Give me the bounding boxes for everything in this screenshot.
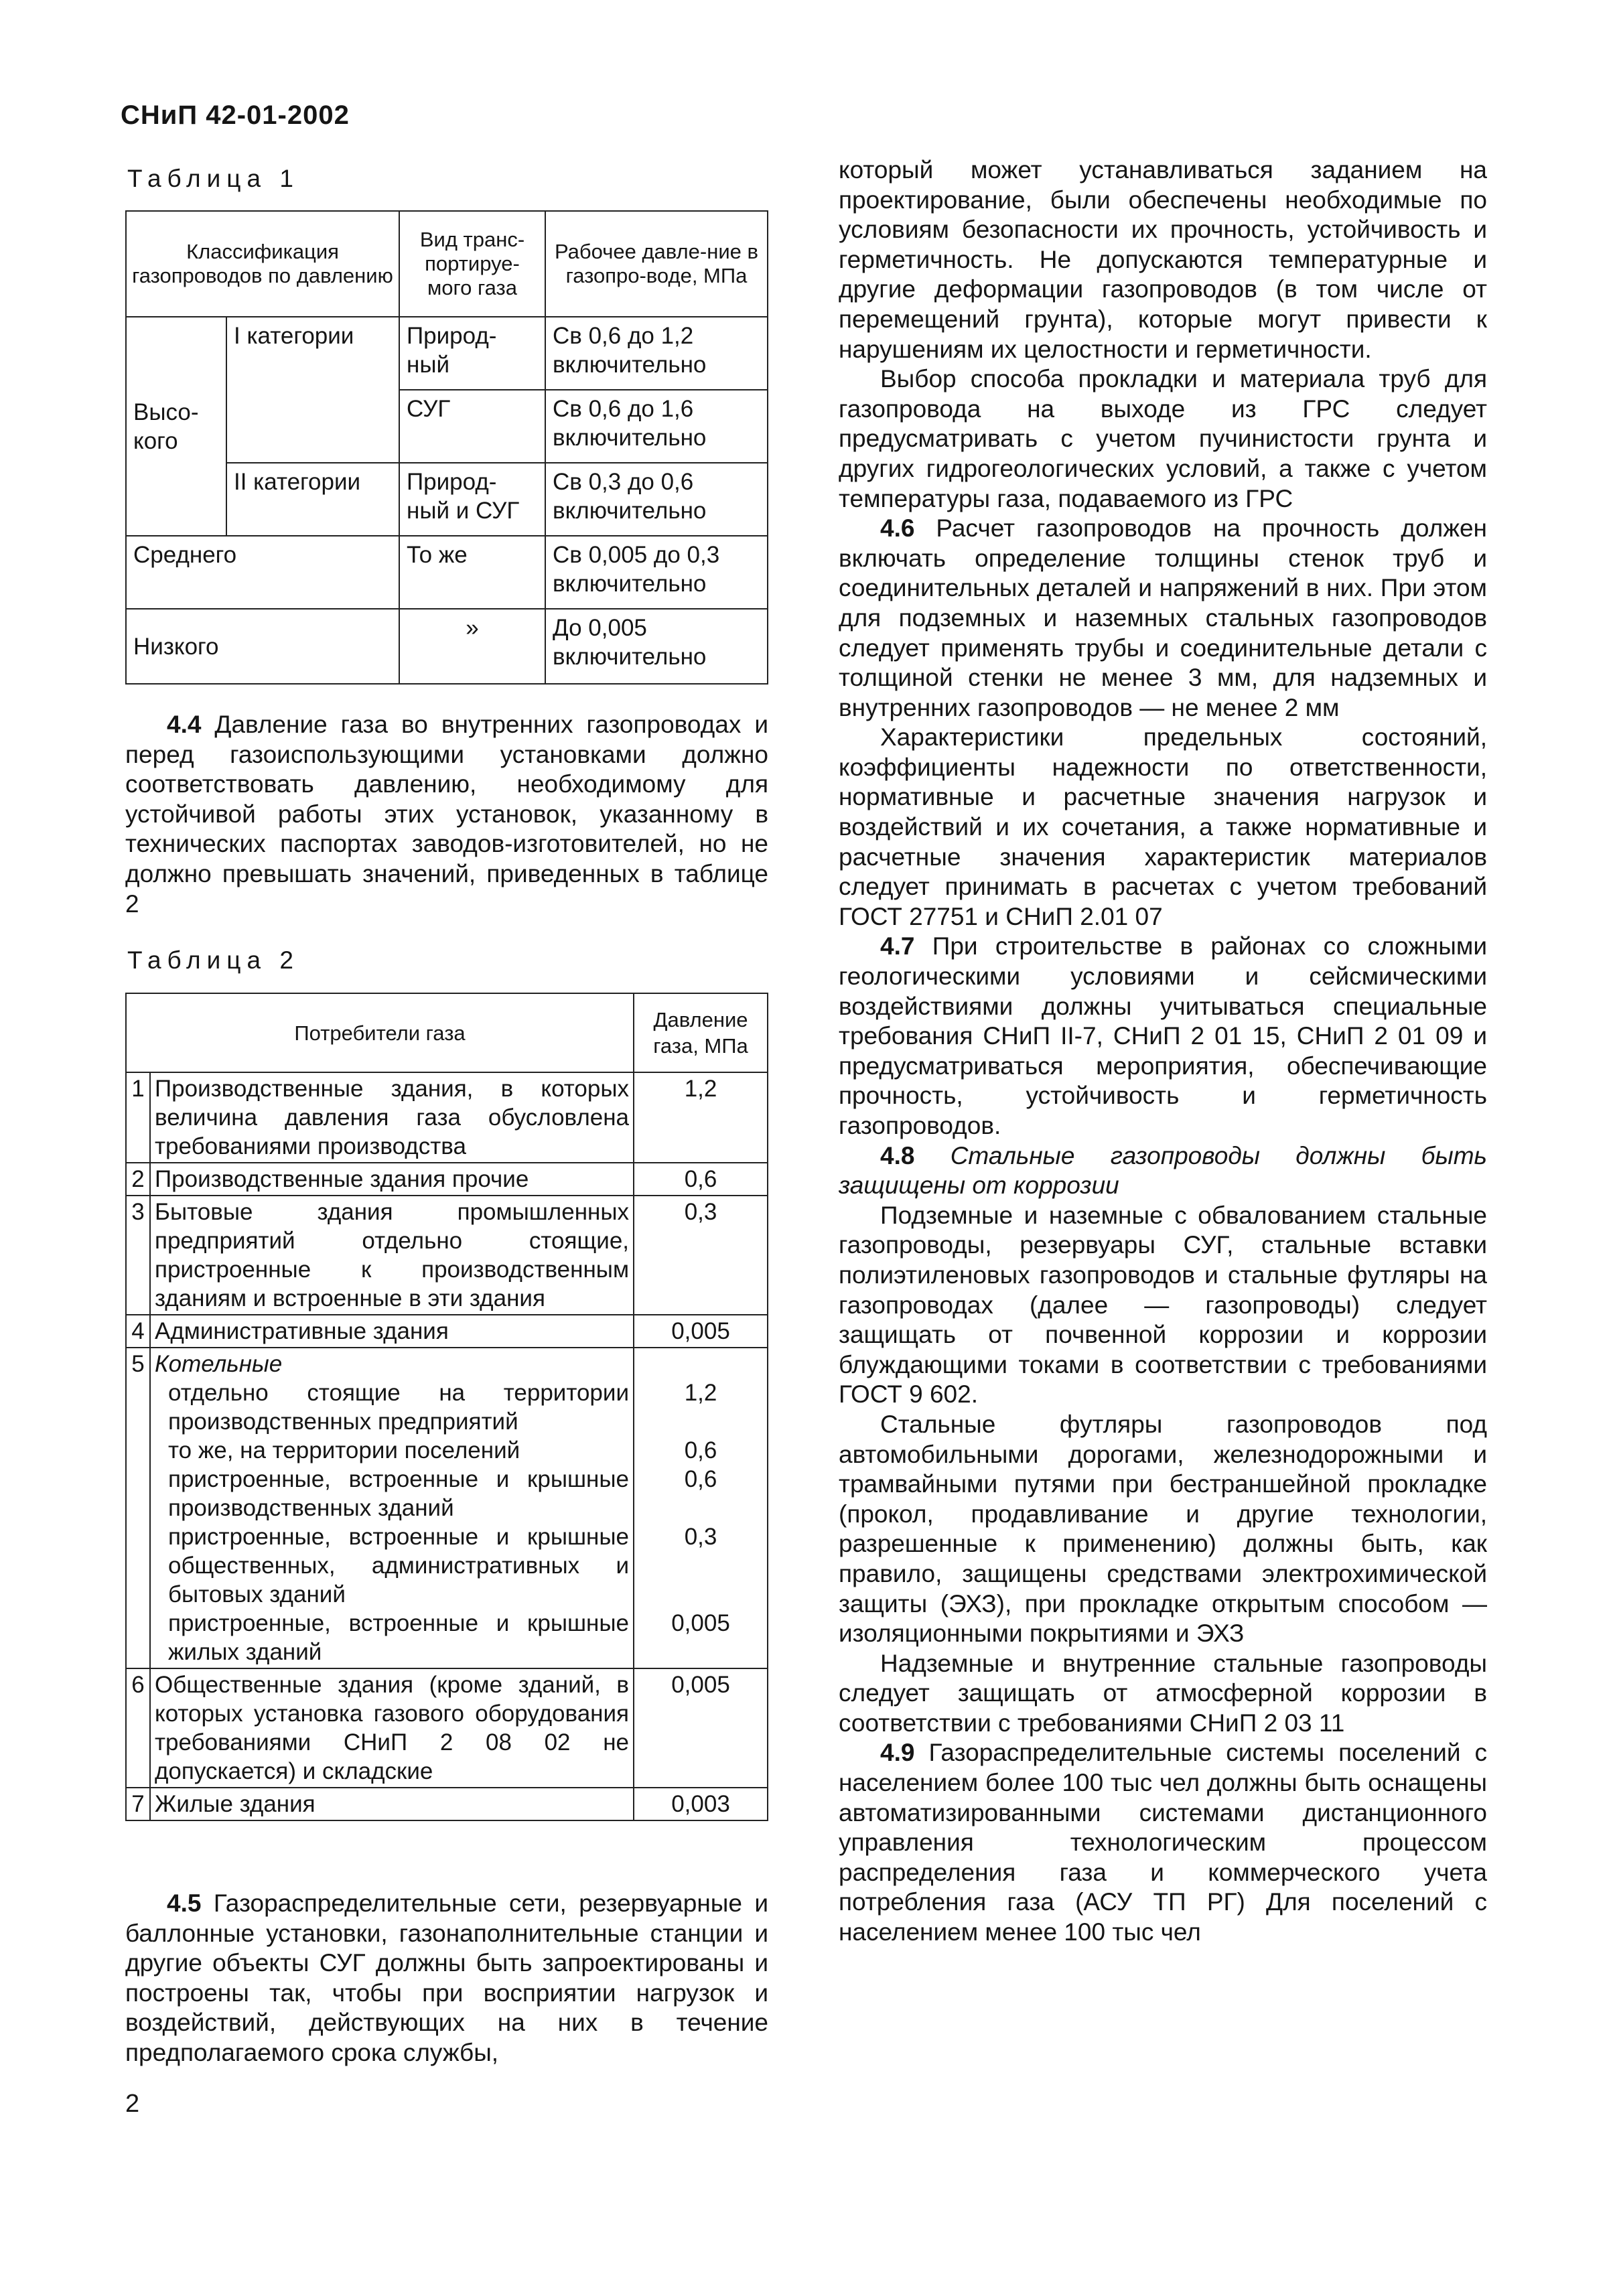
table1-low-pressure: До 0,005 включительно: [545, 609, 768, 684]
paragraph-4-9-text: Газораспределительные системы поселений с населением более 100 тыс чел должны быть оснащены автоматизированными системами дистанционного управления технологическим процессом распределения газа и коммерческого учета потребления газа (АСУ ТП РГ) Для поселений с населением менее 100 тыс чел: [839, 1739, 1487, 1946]
table-row: [126, 1072, 768, 1163]
boilers-sub-value: 1,2: [684, 1380, 717, 1406]
table-row: [126, 1788, 768, 1820]
table2-header-consumers: Потребители газа: [126, 993, 634, 1072]
row-pressure: 1,2: [634, 1072, 768, 1163]
table2-caption: Таблица 2: [127, 946, 299, 974]
paragraph-casings: Стальные футляры газопроводов под автомобильными дорогами, железнодорожными и трамвайными путями при бестраншейной прокладке (прокол, продавливание и другие технологии, разрешенные к применению) должны быть, как правило, защищены средствами электрохимической защиты (ЭХЗ), при прокладке открытым способом — изоляционными покрытиями и ЭХЗ: [839, 1410, 1487, 1648]
boilers-sub-item: пристроенные, встроенные и крышные производственных зданий: [168, 1466, 630, 1521]
paragraph-4-4-text: Давление газа во внутренних газопроводах и перед газоиспользующими установками должно соответствовать давлению, необходимому для устойчивой работы этих установок, указанному в технических паспортах заводов-изготовителей, но не должно превышать значений, приведенных в таблице 2: [125, 711, 768, 918]
table1-header-gas-type: Вид транс-портируе-мого газа: [399, 211, 545, 317]
boilers-sub-item: пристроенные, встроенные и крышные общественных, административных и бытовых зданий: [168, 1524, 630, 1607]
paragraph-4-8-number: 4.8: [880, 1141, 915, 1169]
table1-cat1-natural-pressure: Св 0,6 до 1,2 включительно: [545, 317, 768, 390]
paragraph-4-9: [839, 1738, 1487, 1947]
boilers-values: [634, 1348, 768, 1668]
boilers-sub-item: пристроенные, встроенные и крышные жилых зданий: [168, 1610, 630, 1665]
table1-cat1-lpg-pressure: Св 0,6 до 1,6 включительно: [545, 390, 768, 463]
table-row: [126, 1668, 768, 1788]
row-consumer: Бытовые здания промышленных предприятий отдельно стоящие, пристроенные к производственным зданиям и встроенные в эти здания: [150, 1196, 634, 1315]
table1-low-gas: »: [399, 609, 545, 684]
table1-caption: Таблица 1: [127, 165, 299, 192]
paragraph-4-6-number: 4.6: [880, 514, 915, 543]
table1-pressure-classification: [125, 210, 768, 685]
paragraph-continuation: который может устанавливаться заданием на проектирование, были обеспечены необходимые по условиям безопасности их прочность, устойчивость и герметичность. Не допускаются температурные и другие деформации газопроводов (в том числе от перемещений грунта), которые могут привести к нарушениям их целостности и герметичности.: [839, 156, 1487, 363]
boilers-sub-item: то же, на территории поселений: [168, 1437, 520, 1463]
row-consumer: Административные здания: [150, 1315, 634, 1348]
row-consumer: Производственные здания прочие: [150, 1163, 634, 1196]
paragraph-atmospheric: Надземные и внутренние стальные газопроводы следует защищать от атмосферной коррозии в соответствии с требованиями СНиП 2 03 11: [839, 1649, 1487, 1737]
row-number: 3: [126, 1196, 150, 1315]
paragraph-4-6: [839, 514, 1487, 723]
paragraph-4-4-number: 4.4: [167, 711, 202, 738]
paragraph-4-8: [839, 1141, 1487, 1201]
row-number: 2: [126, 1163, 150, 1196]
row-number: 4: [126, 1315, 150, 1348]
paragraph-underground-protection: Подземные и наземные с обвалованием стальные газопроводы, резервуары СУГ, стальные вставки полиэтиленовых газопроводов и стальные футляры на газопроводах (далее — газопроводы) следует защищать от почвенной коррозии и коррозии блуждающими токами в соответствии с требованиями ГОСТ 9 602.: [839, 1201, 1487, 1409]
table-row: [126, 1315, 768, 1348]
row-pressure: 0,6: [634, 1163, 768, 1196]
boilers-sub-item: отдельно стоящие на территории производственных предприятий: [168, 1380, 630, 1435]
paragraph-4-9-number: 4.9: [880, 1739, 915, 1767]
row-number: 1: [126, 1072, 150, 1163]
boilers-cell: [150, 1348, 634, 1668]
table1-cat2-label: II категории: [226, 463, 399, 536]
boilers-sub-value: 0,005: [671, 1610, 730, 1636]
table1-cat1-natural-gas: Природ-ный: [399, 317, 545, 390]
boilers-sub-value: 0,3: [684, 1524, 717, 1550]
table1-medium-pressure: Св 0,005 до 0,3 включительно: [545, 536, 768, 609]
table-row-boilers: [126, 1348, 768, 1668]
paragraph-4-7: [839, 932, 1487, 1141]
boilers-title: Котельные: [155, 1351, 283, 1377]
table2-header-pressure: Давление газа, МПа: [634, 993, 768, 1072]
boilers-sub-value: 0,6: [684, 1437, 717, 1463]
paragraph-4-4: [125, 710, 768, 919]
row-pressure: 0,3: [634, 1196, 768, 1315]
table1-medium-gas: То же: [399, 536, 545, 609]
paragraph-limit-states: Характеристики предельных состояний, коэффициенты надежности по ответственности, нормативные и расчетные значения нагрузок и воздействий и их сочетания, а также нормативные и расчетные значения характеристик материалов следует принимать в расчетах с учетом требований ГОСТ 27751 и СНиП 2.01 07: [839, 723, 1487, 930]
table-row: [126, 1163, 768, 1196]
paragraph-4-5-number: 4.5: [167, 1889, 202, 1917]
table1-cat1-label: I категории: [226, 317, 399, 463]
table-row: [126, 1196, 768, 1315]
paragraph-4-8-text: Стальные газопроводы должны быть защищены от коррозии: [839, 1141, 1487, 1200]
row-pressure: 0,003: [634, 1788, 768, 1820]
boilers-sub-value: 0,6: [684, 1466, 717, 1492]
paragraph-4-7-number: 4.7: [880, 932, 915, 960]
table1-high-label: Высо-кого: [126, 317, 226, 536]
table1-cat1-lpg-gas: СУГ: [399, 390, 545, 463]
document-code: СНиП 42-01-2002: [121, 100, 350, 130]
table1-low-label: Низкого: [126, 609, 399, 684]
row-consumer: Жилые здания: [150, 1788, 634, 1820]
row-number: 5: [126, 1348, 150, 1668]
row-consumer: Общественные здания (кроме зданий, в которых установка газового оборудования требованиями СНиП 2 08 02 не допускается) и складские: [150, 1668, 634, 1788]
row-pressure: 0,005: [634, 1668, 768, 1788]
table1-cat2-pressure: Св 0,3 до 0,6 включительно: [545, 463, 768, 536]
paragraph-4-5: [125, 1889, 768, 2068]
table2-consumer-pressure: [125, 993, 768, 1821]
paragraph-grs-route: Выбор способа прокладки и материала труб для газопровода на выходе из ГРС следует предусматривать с учетом пучинистости грунта и других гидрогеологических условий, а также с учетом температуры газа, подаваемого из ГРС: [839, 365, 1487, 512]
page-number: 2: [125, 2090, 140, 2118]
table1-medium-label: Среднего: [126, 536, 399, 609]
table1-header-classification: Классификация газопроводов по давлению: [126, 211, 399, 317]
table1-cat2-gas: Природ-ный и СУГ: [399, 463, 545, 536]
paragraph-4-6-text: Расчет газопроводов на прочность должен включать определение толщины стенок труб и соединительных деталей и напряжений в них. При этом для подземных и наземных стальных газопроводов следует применять трубы и соединительные детали с толщиной стенки не менее 3 мм, для надземных и внутренних газопроводов — не менее 2 мм: [839, 514, 1487, 721]
row-consumer: Производственные здания, в которых величина давления газа обусловлена требованиями производства: [150, 1072, 634, 1163]
row-pressure: 0,005: [634, 1315, 768, 1348]
paragraph-4-7-text: При строительстве в районах со сложными геологическими условиями и сейсмическими воздействиями должны учитываться специальные требования СНиП II-7, СНиП 2 01 15, СНиП 2 01 09 и предусматриваться мероприятия, обеспечивающие прочность, устойчивость и герметичность газопроводов.: [839, 932, 1487, 1139]
row-number: 7: [126, 1788, 150, 1820]
row-number: 6: [126, 1668, 150, 1788]
paragraph-4-5-text: Газораспределительные сети, резервуарные и баллонные установки, газонаполнительные станции и другие объекты СУГ должны быть запроектированы и построены так, чтобы при восприятии нагрузок и воздействий, действующих на них в течение предполагаемого срока службы,: [125, 1889, 768, 2066]
right-column: [839, 155, 1487, 1948]
table1-header-pressure: Рабочее давле-ние в газопро-воде, МПа: [545, 211, 768, 317]
